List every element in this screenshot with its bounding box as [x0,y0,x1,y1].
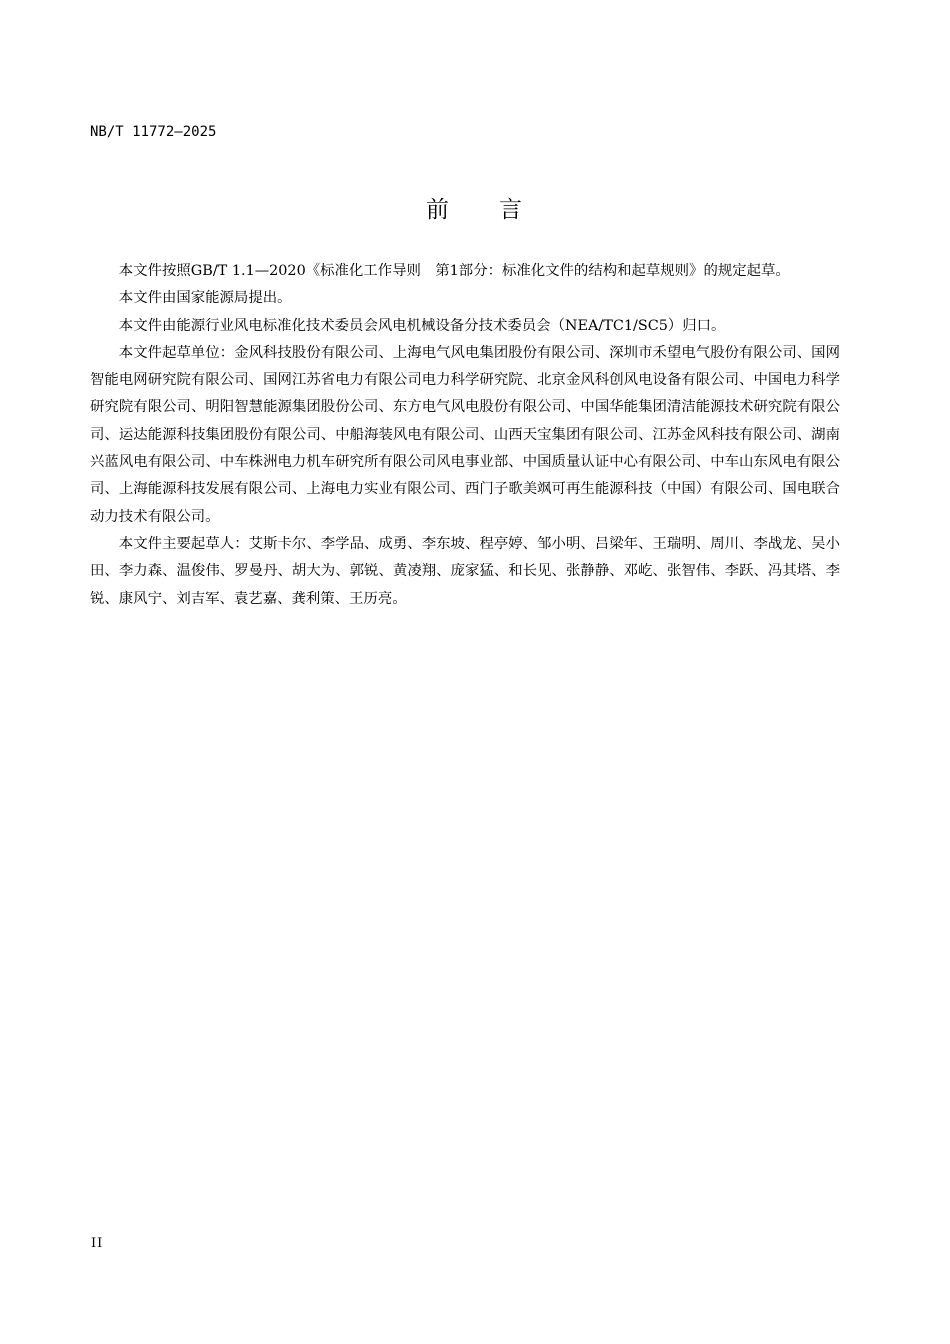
paragraph-proposer: 本文件由国家能源局提出。 [118,290,292,307]
title-char-1: 前 [426,197,451,223]
document-code: NB/T 11772—2025 [90,124,217,140]
page-number: II [91,1236,104,1251]
foreword-body [90,258,840,613]
paragraph-drafters: 本文件主要起草人：艾斯卡尔、李学品、成勇、李东坡、程亭婷、邹小明、吕梁年、王瑞明、周川、李战龙、吴小田、李力森、温俊伟、罗曼丹、胡大为、郭锐、黄凌翔、庞家猛、和长见、张静静、邓屹、张智伟、李跃、冯其塔、李锐、康风宁、刘吉军、袁艺嘉、龚利策、王历亮。 [90,535,840,607]
title-char-2: 言 [499,197,524,223]
paragraph-drafting-organizations: 本文件起草单位：金风科技股份有限公司、上海电气风电集团股份有限公司、深圳市禾望电气股份有限公司、国网智能电网研究院有限公司、国网江苏省电力有限公司电力科学研究院、北京金风科创风电设备有限公司、中国电力科学研究院有限公司、明阳智慧能源集团股份公司、东方电气风电股份有限公司、中国华能集团清洁能源技术研究院有限公司、运达能源科技集团股份有限公司、中船海装风电有限公司、山西天宝集团有限公司、江苏金风科技有限公司、湖南兴蓝风电有限公司、中车株洲电力机车研究所有限公司风电事业部、中国质量认证中心有限公司、中车山东风电有限公司、上海能源科技发展有限公司、上海电力实业有限公司、西门子歌美飒可再生能源科技（中国）有限公司、国电联合动力技术有限公司。 [90,344,840,525]
paragraph-centralized-management: 本文件由能源行业风电标准化技术委员会风电机械设备分技术委员会（NEA/TC1/SC5）归口。 [118,317,726,334]
paragraph-drafting-rules: 本文件按照GB/T 1.1—2020《标准化工作导则 第1部分：标准化文件的结构和起草规则》的规定起草。 [118,263,790,279]
page-title [0,196,950,224]
